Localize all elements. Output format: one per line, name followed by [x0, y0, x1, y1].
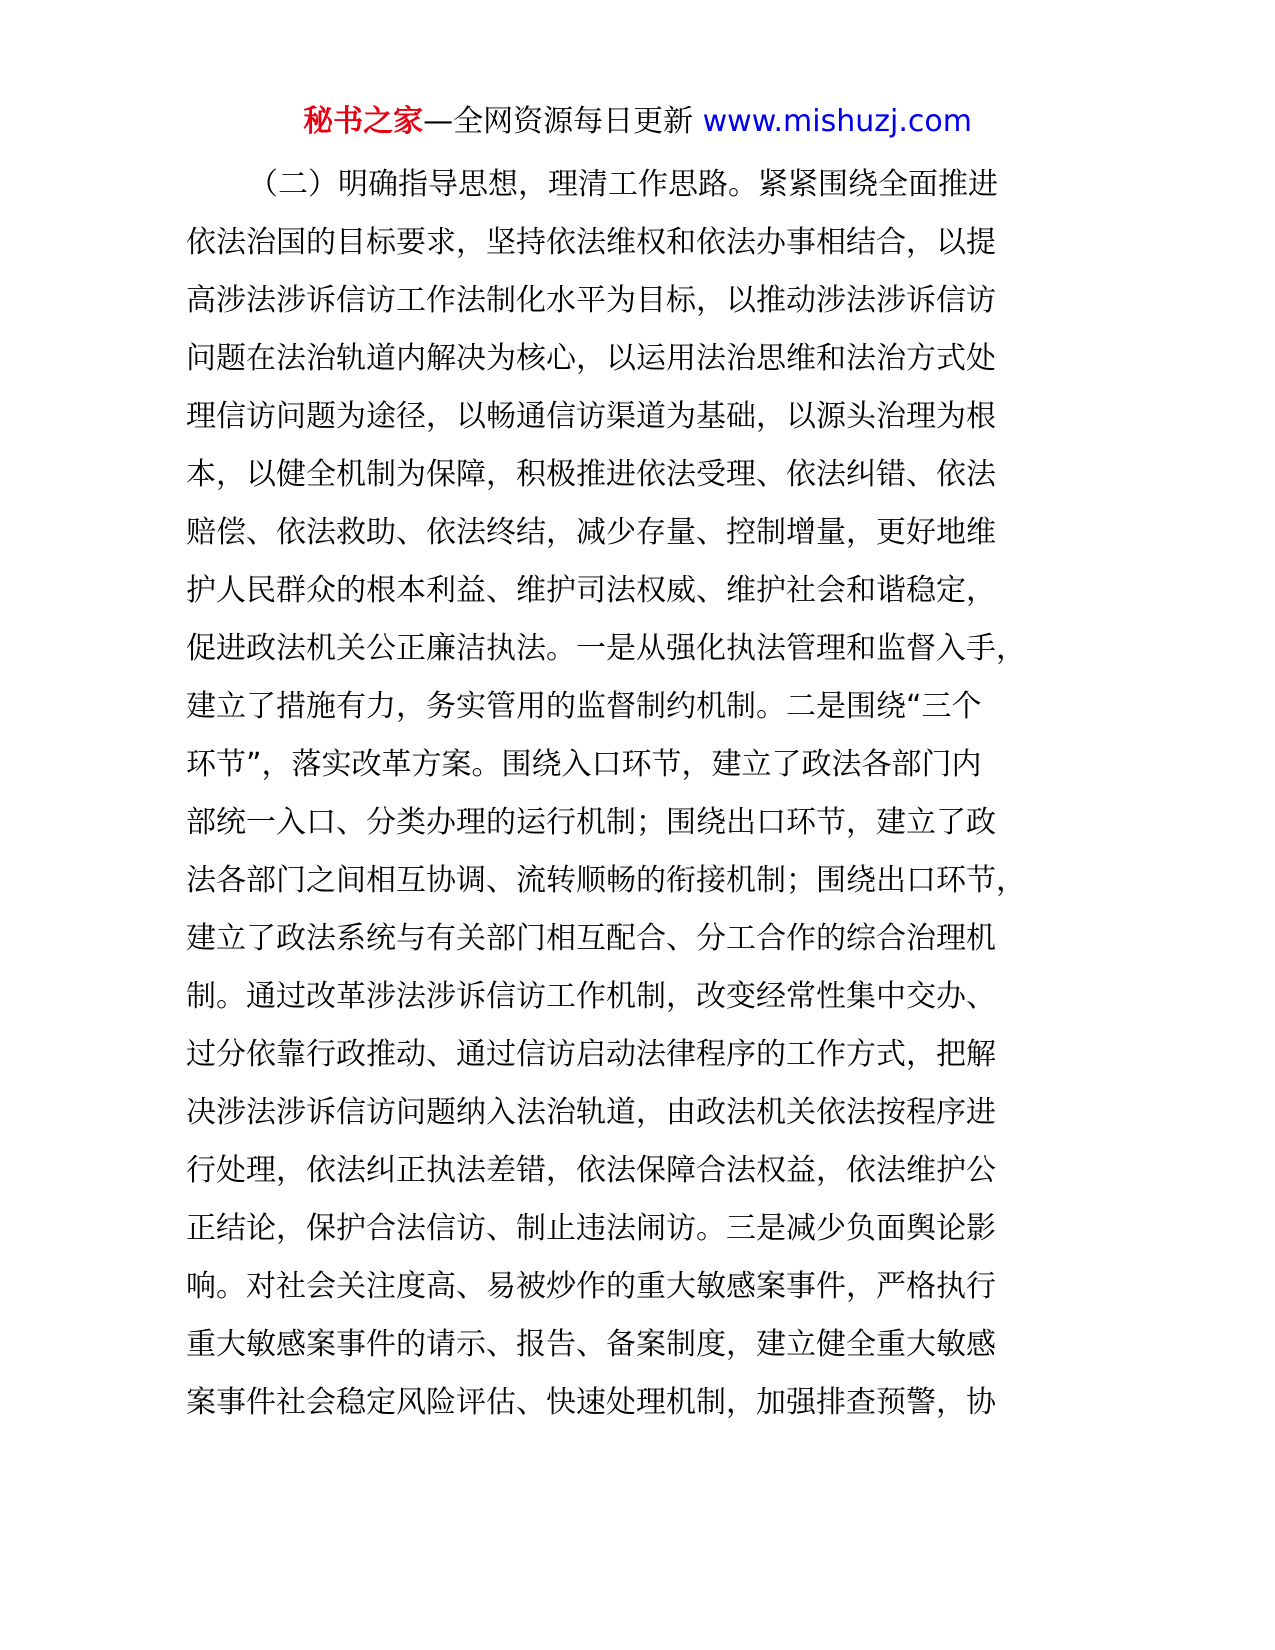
paragraph-line: 理信访问题为途径，以畅通信访渠道为基础，以源头治理为根: [186, 399, 996, 434]
paragraph-line: 部统一入口、分类办理的运行机制；围绕出口环节，建立了政: [186, 805, 996, 840]
paragraph-line: 法各部门之间相互协调、流转顺畅的衔接机制；围绕出口环节，: [186, 863, 1026, 898]
paragraph-line: 行处理，依法纠正执法差错，依法保障合法权益，依法维护公: [186, 1153, 996, 1188]
header-tagline: —全网资源每日更新: [423, 104, 694, 139]
paragraph-line: 决涉法涉诉信访问题纳入法治轨道，由政法机关依法按程序进: [186, 1095, 996, 1130]
paragraph-line: 问题在法治轨道内解决为核心，以运用法治思维和法治方式处: [186, 341, 996, 376]
paragraph-line: 护人民群众的根本利益、维护司法权威、维护社会和谐稳定，: [186, 573, 996, 608]
page-header: [0, 100, 1275, 144]
header-brand: 秘书之家: [303, 104, 424, 139]
header-url-link[interactable]: www.mishuzj.com: [702, 104, 972, 139]
body-paragraph: [186, 156, 1106, 1432]
paragraph-line: 建立了政法系统与有关部门相互配合、分工合作的综合治理机: [186, 921, 996, 956]
paragraph-line: 本，以健全机制为保障，积极推进依法受理、依法纠错、依法: [186, 457, 996, 492]
paragraph-line: 制。通过改革涉法涉诉信访工作机制，改变经常性集中交办、: [186, 979, 996, 1014]
paragraph-line: 案事件社会稳定风险评估、快速处理机制，加强排查预警，协: [186, 1385, 996, 1420]
paragraph-line: 响。对社会关注度高、易被炒作的重大敏感案事件，严格执行: [186, 1269, 996, 1304]
paragraph-line: 过分依靠行政推动、通过信访启动法律程序的工作方式，把解: [186, 1037, 996, 1072]
paragraph-line: 建立了措施有力，务实管用的监督制约机制。二是围绕“三个: [186, 689, 982, 724]
paragraph-line: 环节”，落实改革方案。围绕入口环节，建立了政法各部门内: [186, 747, 982, 782]
paragraph-line: 高涉法涉诉信访工作法制化水平为目标，以推动涉法涉诉信访: [186, 283, 996, 318]
paragraph-line: 赔偿、依法救助、依法终结，减少存量、控制增量，更好地维: [186, 515, 996, 550]
paragraph-line: 正结论，保护合法信访、制止违法闹访。三是减少负面舆论影: [186, 1211, 996, 1246]
paragraph-line: 依法治国的目标要求，坚持依法维权和依法办事相结合，以提: [186, 225, 996, 260]
paragraph-line: 重大敏感案事件的请示、报告、备案制度，建立健全重大敏感: [186, 1327, 996, 1362]
paragraph-line: （二）明确指导思想，理清工作思路。紧紧围绕全面推进: [248, 167, 998, 202]
paragraph-line: 促进政法机关公正廉洁执法。一是从强化执法管理和监督入手，: [186, 631, 1026, 666]
